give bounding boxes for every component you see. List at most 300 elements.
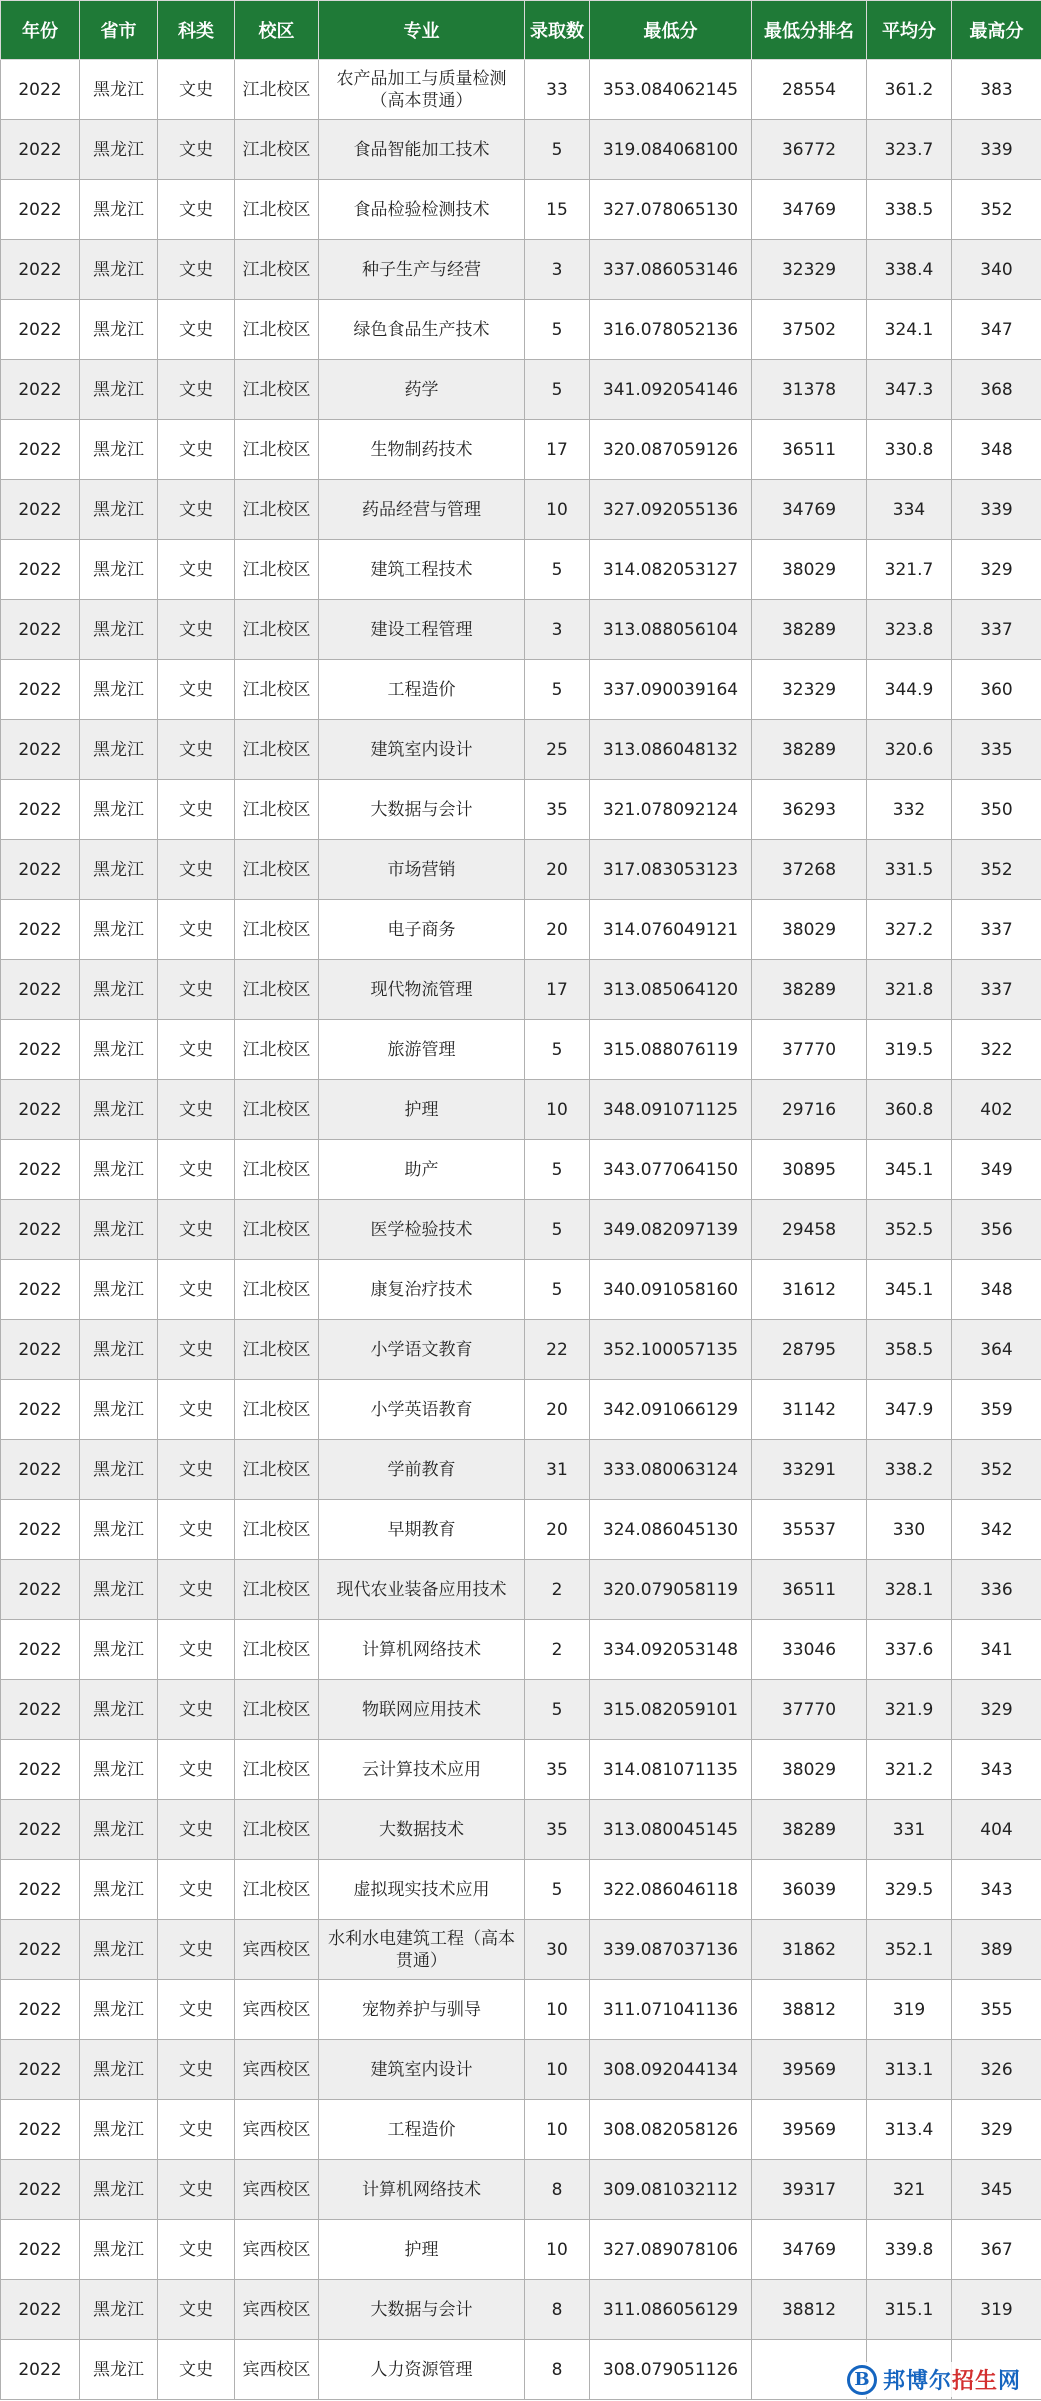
cell-avg-score: 331.5 (867, 840, 952, 900)
cell-max-score: 404 (952, 1800, 1041, 1860)
cell-avg-score: 339.8 (867, 2220, 952, 2280)
cell-major: 建设工程管理 (319, 600, 525, 660)
cell-major: 计算机网络技术 (319, 1620, 525, 1680)
cell-min-rank: 36293 (752, 780, 867, 840)
cell-province: 黑龙江 (80, 600, 158, 660)
cell-major: 食品智能加工技术 (319, 120, 525, 180)
cell-max-score: 348 (952, 1260, 1041, 1320)
cell-year: 2022 (1, 240, 80, 300)
table-row (1, 240, 1041, 300)
cell-min-score: 315.088076119 (590, 1020, 752, 1080)
cell-campus: 江北校区 (235, 540, 319, 600)
cell-category: 文史 (158, 180, 235, 240)
cell-campus: 江北校区 (235, 1020, 319, 1080)
cell-campus: 江北校区 (235, 1140, 319, 1200)
cell-admitted: 10 (525, 480, 590, 540)
header-campus: 校区 (235, 1, 319, 60)
header-avg-score: 平均分 (867, 1, 952, 60)
cell-min-rank: 32329 (752, 660, 867, 720)
cell-admitted: 10 (525, 2100, 590, 2160)
cell-min-rank: 31862 (752, 1920, 867, 1980)
cell-min-score: 324.086045130 (590, 1500, 752, 1560)
cell-min-rank: 37502 (752, 300, 867, 360)
watermark-text-red: 招生 (951, 2369, 998, 2394)
table-row (1, 1080, 1041, 1140)
cell-category: 文史 (158, 1020, 235, 1080)
cell-province: 黑龙江 (80, 960, 158, 1020)
cell-max-score: 337 (952, 600, 1041, 660)
cell-admitted: 5 (525, 360, 590, 420)
cell-avg-score: 324.1 (867, 300, 952, 360)
cell-province: 黑龙江 (80, 1860, 158, 1920)
cell-min-rank: 39569 (752, 2040, 867, 2100)
cell-campus: 宾西校区 (235, 2220, 319, 2280)
cell-min-rank: 36039 (752, 1860, 867, 1920)
site-watermark (841, 2362, 1027, 2397)
cell-min-score: 311.071041136 (590, 1980, 752, 2040)
cell-max-score: 368 (952, 360, 1041, 420)
cell-avg-score: 321.9 (867, 1680, 952, 1740)
cell-category: 文史 (158, 1260, 235, 1320)
table-row (1, 2100, 1041, 2160)
cell-major: 学前教育 (319, 1440, 525, 1500)
cell-admitted: 35 (525, 1740, 590, 1800)
cell-province: 黑龙江 (80, 60, 158, 120)
cell-admitted: 2 (525, 1620, 590, 1680)
cell-province: 黑龙江 (80, 900, 158, 960)
cell-major: 小学语文教育 (319, 1320, 525, 1380)
cell-year: 2022 (1, 1320, 80, 1380)
cell-year: 2022 (1, 2340, 80, 2400)
cell-campus: 江北校区 (235, 660, 319, 720)
cell-year: 2022 (1, 60, 80, 120)
cell-min-score: 320.079058119 (590, 1560, 752, 1620)
cell-admitted: 20 (525, 840, 590, 900)
cell-admitted: 20 (525, 1380, 590, 1440)
cell-min-rank: 32329 (752, 240, 867, 300)
cell-max-score: 329 (952, 1680, 1041, 1740)
cell-province: 黑龙江 (80, 180, 158, 240)
cell-max-score: 341 (952, 1620, 1041, 1680)
cell-min-score: 327.092055136 (590, 480, 752, 540)
table-row (1, 1620, 1041, 1680)
cell-campus: 宾西校区 (235, 2340, 319, 2400)
cell-min-score: 348.091071125 (590, 1080, 752, 1140)
cell-province: 黑龙江 (80, 1440, 158, 1500)
cell-campus: 宾西校区 (235, 2280, 319, 2340)
cell-min-rank: 34769 (752, 180, 867, 240)
cell-min-score: 317.083053123 (590, 840, 752, 900)
cell-campus: 江北校区 (235, 360, 319, 420)
cell-major: 食品检验检测技术 (319, 180, 525, 240)
table-row (1, 420, 1041, 480)
cell-min-rank: 38029 (752, 1740, 867, 1800)
cell-max-score: 350 (952, 780, 1041, 840)
cell-min-rank: 34769 (752, 480, 867, 540)
cell-admitted: 3 (525, 240, 590, 300)
cell-province: 黑龙江 (80, 1680, 158, 1740)
table-row (1, 180, 1041, 240)
cell-province: 黑龙江 (80, 660, 158, 720)
cell-min-score: 311.086056129 (590, 2280, 752, 2340)
cell-max-score: 383 (952, 60, 1041, 120)
cell-campus: 江北校区 (235, 780, 319, 840)
cell-min-score: 352.100057135 (590, 1320, 752, 1380)
cell-min-score: 313.080045145 (590, 1800, 752, 1860)
cell-min-score: 314.081071135 (590, 1740, 752, 1800)
cell-max-score: 329 (952, 540, 1041, 600)
cell-campus: 江北校区 (235, 420, 319, 480)
table-row (1, 1020, 1041, 1080)
table-row (1, 1140, 1041, 1200)
cell-major: 大数据与会计 (319, 2280, 525, 2340)
cell-admitted: 5 (525, 1680, 590, 1740)
cell-campus: 江北校区 (235, 1860, 319, 1920)
cell-major: 护理 (319, 2220, 525, 2280)
cell-campus: 江北校区 (235, 720, 319, 780)
cell-major: 市场营销 (319, 840, 525, 900)
cell-category: 文史 (158, 1080, 235, 1140)
cell-category: 文史 (158, 780, 235, 840)
cell-max-score: 360 (952, 660, 1041, 720)
table-row (1, 1800, 1041, 1860)
cell-min-score: 343.077064150 (590, 1140, 752, 1200)
cell-avg-score: 338.5 (867, 180, 952, 240)
cell-category: 文史 (158, 2100, 235, 2160)
cell-max-score: 343 (952, 1740, 1041, 1800)
cell-avg-score: 328.1 (867, 1560, 952, 1620)
cell-max-score: 364 (952, 1320, 1041, 1380)
cell-year: 2022 (1, 2220, 80, 2280)
watermark-text (883, 2364, 1021, 2395)
cell-campus: 江北校区 (235, 600, 319, 660)
cell-min-rank: 35537 (752, 1500, 867, 1560)
cell-year: 2022 (1, 720, 80, 780)
table-row (1, 2280, 1041, 2340)
cell-max-score: 337 (952, 960, 1041, 1020)
cell-major: 现代物流管理 (319, 960, 525, 1020)
cell-admitted: 15 (525, 180, 590, 240)
table-row (1, 1260, 1041, 1320)
cell-min-score: 334.092053148 (590, 1620, 752, 1680)
cell-max-score: 337 (952, 900, 1041, 960)
cell-min-rank: 31142 (752, 1380, 867, 1440)
cell-min-score: 321.078092124 (590, 780, 752, 840)
cell-admitted: 5 (525, 1260, 590, 1320)
cell-admitted: 5 (525, 660, 590, 720)
cell-category: 文史 (158, 2220, 235, 2280)
table-row (1, 2160, 1041, 2220)
cell-category: 文史 (158, 600, 235, 660)
cell-major: 现代农业装备应用技术 (319, 1560, 525, 1620)
header-min-rank: 最低分排名 (752, 1, 867, 60)
cell-year: 2022 (1, 1920, 80, 1980)
cell-admitted: 5 (525, 300, 590, 360)
header-province: 省市 (80, 1, 158, 60)
cell-max-score: 367 (952, 2220, 1041, 2280)
cell-category: 文史 (158, 1620, 235, 1680)
cell-avg-score: 332 (867, 780, 952, 840)
table-row (1, 900, 1041, 960)
cell-avg-score: 321.7 (867, 540, 952, 600)
cell-major: 工程造价 (319, 660, 525, 720)
cell-category: 文史 (158, 1560, 235, 1620)
cell-year: 2022 (1, 1080, 80, 1140)
cell-min-score: 327.078065130 (590, 180, 752, 240)
cell-min-rank: 38029 (752, 900, 867, 960)
watermark-text-blue: 邦博尔 (882, 2369, 952, 2394)
cell-category: 文史 (158, 360, 235, 420)
header-category: 科类 (158, 1, 235, 60)
cell-avg-score: 358.5 (867, 1320, 952, 1380)
table-row (1, 1680, 1041, 1740)
cell-major: 电子商务 (319, 900, 525, 960)
cell-year: 2022 (1, 2100, 80, 2160)
cell-province: 黑龙江 (80, 2220, 158, 2280)
cell-category: 文史 (158, 2040, 235, 2100)
cell-category: 文史 (158, 480, 235, 540)
table-row (1, 60, 1041, 120)
cell-min-score: 319.084068100 (590, 120, 752, 180)
cell-province: 黑龙江 (80, 1740, 158, 1800)
cell-avg-score: 352.5 (867, 1200, 952, 1260)
cell-province: 黑龙江 (80, 1260, 158, 1320)
cell-category: 文史 (158, 1920, 235, 1980)
table-row (1, 300, 1041, 360)
cell-avg-score: 345.1 (867, 1140, 952, 1200)
cell-year: 2022 (1, 2040, 80, 2100)
table-row (1, 1920, 1041, 1980)
cell-category: 文史 (158, 420, 235, 480)
cell-min-rank: 37268 (752, 840, 867, 900)
cell-min-score: 322.086046118 (590, 1860, 752, 1920)
cell-major: 旅游管理 (319, 1020, 525, 1080)
cell-year: 2022 (1, 2280, 80, 2340)
cell-province: 黑龙江 (80, 1200, 158, 1260)
cell-min-score: 313.088056104 (590, 600, 752, 660)
cell-min-rank: 28795 (752, 1320, 867, 1380)
cell-admitted: 10 (525, 2040, 590, 2100)
cell-campus: 江北校区 (235, 1320, 319, 1380)
cell-major: 大数据与会计 (319, 780, 525, 840)
table-row (1, 120, 1041, 180)
cell-province: 黑龙江 (80, 2160, 158, 2220)
cell-year: 2022 (1, 1680, 80, 1740)
cell-province: 黑龙江 (80, 2100, 158, 2160)
cell-province: 黑龙江 (80, 1320, 158, 1380)
cell-avg-score: 331 (867, 1800, 952, 1860)
cell-avg-score: 320.6 (867, 720, 952, 780)
cell-category: 文史 (158, 300, 235, 360)
cell-major: 绿色食品生产技术 (319, 300, 525, 360)
cell-admitted: 2 (525, 1560, 590, 1620)
cell-avg-score: 321 (867, 2160, 952, 2220)
cell-major: 助产 (319, 1140, 525, 1200)
table-row (1, 1440, 1041, 1500)
cell-year: 2022 (1, 1980, 80, 2040)
cell-admitted: 17 (525, 420, 590, 480)
cell-max-score: 402 (952, 1080, 1041, 1140)
cell-category: 文史 (158, 1740, 235, 1800)
cell-admitted: 3 (525, 600, 590, 660)
cell-avg-score: 337.6 (867, 1620, 952, 1680)
table-row (1, 1200, 1041, 1260)
cell-avg-score: 352.1 (867, 1920, 952, 1980)
cell-max-score: 359 (952, 1380, 1041, 1440)
cell-admitted: 5 (525, 1140, 590, 1200)
cell-major: 种子生产与经营 (319, 240, 525, 300)
cell-admitted: 5 (525, 120, 590, 180)
cell-year: 2022 (1, 1620, 80, 1680)
cell-min-score: 313.085064120 (590, 960, 752, 1020)
cell-max-score: 356 (952, 1200, 1041, 1260)
cell-province: 黑龙江 (80, 2040, 158, 2100)
cell-category: 文史 (158, 60, 235, 120)
cell-max-score: 319 (952, 2280, 1041, 2340)
cell-max-score: 345 (952, 2160, 1041, 2220)
table-row (1, 1500, 1041, 1560)
cell-province: 黑龙江 (80, 1800, 158, 1860)
cell-admitted: 31 (525, 1440, 590, 1500)
cell-campus: 宾西校区 (235, 2100, 319, 2160)
cell-max-score: 389 (952, 1920, 1041, 1980)
cell-admitted: 35 (525, 1800, 590, 1860)
cell-avg-score: 360.8 (867, 1080, 952, 1140)
cell-avg-score: 315.1 (867, 2280, 952, 2340)
cell-min-rank: 39317 (752, 2160, 867, 2220)
cell-province: 黑龙江 (80, 1140, 158, 1200)
cell-year: 2022 (1, 780, 80, 840)
cell-min-rank: 38289 (752, 600, 867, 660)
header-admitted: 录取数 (525, 1, 590, 60)
table-row (1, 1320, 1041, 1380)
cell-year: 2022 (1, 120, 80, 180)
cell-max-score: 352 (952, 180, 1041, 240)
cell-year: 2022 (1, 480, 80, 540)
cell-campus: 江北校区 (235, 120, 319, 180)
table-row (1, 660, 1041, 720)
cell-province: 黑龙江 (80, 240, 158, 300)
header-max-score: 最高分 (952, 1, 1041, 60)
cell-admitted: 35 (525, 780, 590, 840)
table-row (1, 2040, 1041, 2100)
cell-year: 2022 (1, 1260, 80, 1320)
cell-year: 2022 (1, 1380, 80, 1440)
cell-year: 2022 (1, 2160, 80, 2220)
cell-min-rank: 34769 (752, 2220, 867, 2280)
cell-avg-score: 338.4 (867, 240, 952, 300)
cell-min-score: 339.087037136 (590, 1920, 752, 1980)
cell-year: 2022 (1, 1020, 80, 1080)
cell-max-score: 352 (952, 840, 1041, 900)
cell-category: 文史 (158, 120, 235, 180)
cell-province: 黑龙江 (80, 360, 158, 420)
cell-admitted: 33 (525, 60, 590, 120)
cell-campus: 江北校区 (235, 960, 319, 1020)
cell-min-score: 314.076049121 (590, 900, 752, 960)
table-row (1, 960, 1041, 1020)
cell-major: 药学 (319, 360, 525, 420)
cell-campus: 江北校区 (235, 240, 319, 300)
cell-major: 计算机网络技术 (319, 2160, 525, 2220)
cell-major: 农产品加工与质量检测（高本贯通） (319, 60, 525, 120)
cell-major: 药品经营与管理 (319, 480, 525, 540)
cell-campus: 江北校区 (235, 1080, 319, 1140)
cell-min-rank: 37770 (752, 1680, 867, 1740)
cell-max-score: 349 (952, 1140, 1041, 1200)
cell-min-score: 342.091066129 (590, 1380, 752, 1440)
cell-province: 黑龙江 (80, 1380, 158, 1440)
cell-category: 文史 (158, 1860, 235, 1920)
cell-year: 2022 (1, 1740, 80, 1800)
cell-min-score: 349.082097139 (590, 1200, 752, 1260)
cell-min-score: 316.078052136 (590, 300, 752, 360)
cell-category: 文史 (158, 1380, 235, 1440)
cell-avg-score: 319 (867, 1980, 952, 2040)
cell-province: 黑龙江 (80, 540, 158, 600)
cell-year: 2022 (1, 900, 80, 960)
cell-province: 黑龙江 (80, 1500, 158, 1560)
cell-major: 大数据技术 (319, 1800, 525, 1860)
cell-admitted: 10 (525, 1080, 590, 1140)
cell-year: 2022 (1, 1500, 80, 1560)
cell-category: 文史 (158, 540, 235, 600)
cell-category: 文史 (158, 1200, 235, 1260)
cell-year: 2022 (1, 1800, 80, 1860)
cell-min-rank: 38029 (752, 540, 867, 600)
cell-admitted: 17 (525, 960, 590, 1020)
cell-year: 2022 (1, 600, 80, 660)
cell-min-rank: 36772 (752, 120, 867, 180)
table-row (1, 840, 1041, 900)
cell-campus: 江北校区 (235, 840, 319, 900)
cell-campus: 江北校区 (235, 1260, 319, 1320)
cell-admitted: 22 (525, 1320, 590, 1380)
cell-min-score: 340.091058160 (590, 1260, 752, 1320)
cell-admitted: 8 (525, 2160, 590, 2220)
cell-avg-score: 344.9 (867, 660, 952, 720)
cell-avg-score: 323.7 (867, 120, 952, 180)
cell-min-score: 314.082053127 (590, 540, 752, 600)
cell-province: 黑龙江 (80, 2280, 158, 2340)
cell-campus: 江北校区 (235, 1440, 319, 1500)
cell-avg-score: 330.8 (867, 420, 952, 480)
header-major: 专业 (319, 1, 525, 60)
cell-max-score: 340 (952, 240, 1041, 300)
cell-category: 文史 (158, 1980, 235, 2040)
cell-min-score: 333.080063124 (590, 1440, 752, 1500)
cell-avg-score: 321.8 (867, 960, 952, 1020)
cell-min-rank: 33291 (752, 1440, 867, 1500)
cell-major: 康复治疗技术 (319, 1260, 525, 1320)
cell-min-rank: 31612 (752, 1260, 867, 1320)
cell-campus: 江北校区 (235, 1560, 319, 1620)
cell-avg-score: 330 (867, 1500, 952, 1560)
cell-campus: 江北校区 (235, 900, 319, 960)
cell-min-rank: 28554 (752, 60, 867, 120)
cell-avg-score: 361.2 (867, 60, 952, 120)
cell-major: 工程造价 (319, 2100, 525, 2160)
cell-year: 2022 (1, 840, 80, 900)
cell-category: 文史 (158, 960, 235, 1020)
watermark-text-tail: 网 (997, 2369, 1021, 2394)
cell-year: 2022 (1, 360, 80, 420)
cell-province: 黑龙江 (80, 720, 158, 780)
cell-major: 建筑工程技术 (319, 540, 525, 600)
cell-max-score: 348 (952, 420, 1041, 480)
cell-province: 黑龙江 (80, 1080, 158, 1140)
cell-province: 黑龙江 (80, 420, 158, 480)
